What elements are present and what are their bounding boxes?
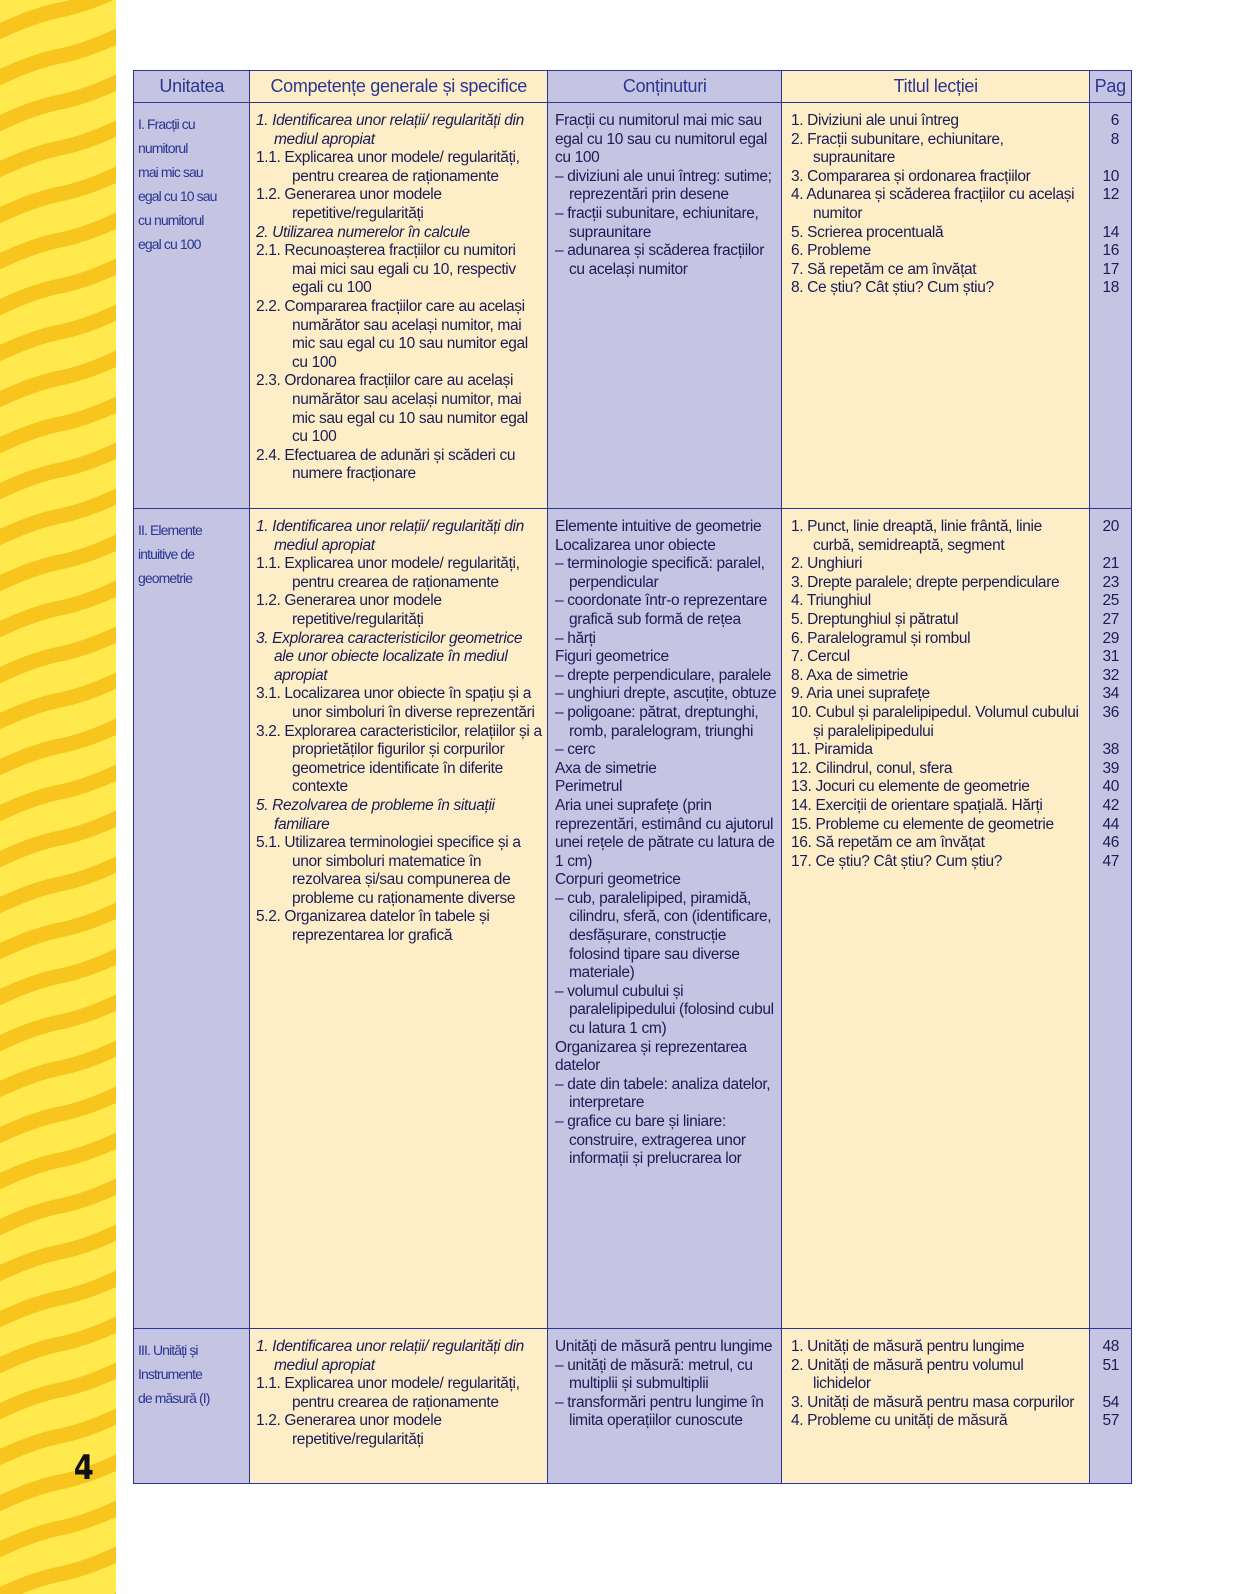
specific-competence: 1.2. Generarea unor modele repetitive/regularități — [256, 1412, 442, 1448]
lesson-item — [791, 1338, 1119, 1357]
content-subitem: – drepte perpendiculare, paralele — [555, 666, 771, 684]
lesson-title: 4. Adunarea și scăderea fracțiilor cu același numitor — [791, 186, 1075, 222]
lesson-page: 40 — [1102, 778, 1119, 796]
contents-list — [555, 112, 777, 279]
general-competence: 3. Explorarea caracteristicilor geometrice ale unor obiecte localizate în mediul apropiat — [256, 629, 523, 684]
specific-competence: 2.4. Efectuarea de adunări și scăderi cu numere fracționare — [256, 446, 516, 483]
lesson-item — [791, 242, 1119, 261]
unit-list — [133, 514, 249, 590]
lesson-item — [791, 759, 1119, 779]
lesson-page: 57 — [1102, 1412, 1119, 1430]
lesson-page: 20 — [1102, 518, 1119, 535]
unit-list — [133, 1334, 249, 1410]
content-subitem: – cub, paralelipiped, piramidă, cilindru, sferă, con (identificare, desfășurare, construcție folosind tipare sau diverse materiale) — [555, 889, 772, 982]
specific-competence: 2.3. Ordonarea fracțiilor care au același numărător sau același numitor, mai mic sau egal cu 10 sau numitor egal cu 100 — [256, 372, 528, 446]
lesson-page: 18 — [1102, 279, 1119, 297]
lesson-title: 2. Unghiuri — [791, 555, 863, 573]
lesson-item — [791, 167, 1119, 187]
specific-competence: 5.1. Utilizarea terminologiei specifice și a unor simboluri matematice în rezolvarea și/sau compunerea de probleme cu raționamente diverse — [256, 834, 521, 907]
unit-name-line: egal cu 100 — [138, 236, 201, 252]
lesson-title-list — [791, 518, 1119, 871]
lesson-item — [791, 279, 1119, 298]
lesson-title: 8. Ce știu? Cât știu? Cum știu? — [791, 279, 994, 297]
lesson-page: 46 — [1102, 834, 1119, 852]
lesson-title: 6. Paralelogramul și rombul — [791, 629, 971, 647]
lesson-item — [791, 1356, 1119, 1394]
general-competence: 2. Utilizarea numerelor în calcule — [256, 223, 470, 241]
lesson-title: 5. Dreptunghiul și pătratul — [791, 610, 959, 628]
lesson-page: 39 — [1102, 759, 1119, 777]
content-subitem: – adunarea și scăderea fracțiilor cu același numitor — [555, 242, 765, 278]
lesson-title: 14. Exerciții de orientare spațială. Hărți — [791, 796, 1043, 814]
unit-name-line: mai mic sau — [138, 164, 203, 180]
lesson-item — [791, 834, 1119, 853]
header-competences: Competențe generale și specifice — [249, 70, 549, 104]
lesson-item — [791, 852, 1119, 872]
lesson-item — [791, 592, 1119, 611]
unit-name-line: egal cu 10 sau — [138, 188, 217, 204]
unit-name-line: intuitive de — [138, 546, 195, 562]
lesson-title-list — [791, 112, 1119, 298]
lesson-page: 25 — [1102, 592, 1119, 610]
decorative-stripe-border — [0, 0, 116, 1594]
content-heading: Perimetrul — [555, 778, 623, 796]
content-heading: Fracții cu numitorul mai mic sau egal cu 10 sau cu numitorul egal cu 100 — [555, 112, 767, 167]
lesson-item — [791, 1412, 1119, 1431]
lesson-item — [791, 703, 1119, 741]
lesson-page: 34 — [1102, 685, 1119, 703]
lesson-item — [791, 741, 1119, 760]
lesson-title: 12. Cilindrul, conul, sfera — [791, 759, 953, 777]
lesson-item — [791, 573, 1119, 593]
lesson-title: 4. Probleme cu unități de măsură — [791, 1412, 1008, 1430]
lesson-page: 8 — [1110, 130, 1119, 148]
content-heading: Corpuri geometrice — [555, 871, 681, 889]
lesson-title: 17. Ce știu? Cât știu? Cum știu? — [791, 852, 1003, 870]
lesson-title: 6. Probleme — [791, 242, 871, 260]
lesson-title: 8. Axa de simetrie — [791, 666, 908, 684]
competences-list — [256, 112, 543, 484]
lesson-title: 3. Drepte paralele; drepte perpendiculare — [791, 573, 1060, 591]
content-subitem: – poligoane: pătrat, dreptunghi, romb, paralelogram, triunghi — [555, 703, 759, 740]
general-competence: 1. Identificarea unor relații/ regularități din mediul apropiat — [256, 112, 524, 148]
lesson-title: 7. Să repetăm ce am învățat — [791, 260, 977, 278]
lesson-title: 10. Cubul și paralelipipedul. Volumul cubului și paralelipipedului — [791, 703, 1079, 740]
header-unit: Unitatea — [133, 70, 251, 104]
specific-competence: 1.2. Generarea unor modele repetitive/regularități — [256, 186, 442, 222]
competences-list — [256, 1338, 543, 1450]
lesson-item — [791, 518, 1119, 555]
specific-competence: 5.2. Organizarea datelor în tabele și reprezentarea lor grafică — [256, 908, 490, 945]
lesson-title: 1. Diviziuni ale unui întreg — [791, 112, 959, 129]
lesson-item — [791, 778, 1119, 797]
content-subitem: – unghiuri drepte, ascuțite, obtuze — [555, 685, 777, 703]
header-lesson-title: Titlul lecției — [781, 70, 1091, 104]
lesson-title: 5. Scrierea procentuală — [791, 223, 944, 241]
lesson-page: 47 — [1102, 852, 1119, 870]
lesson-title: 3. Unități de măsură pentru masa corpurilor — [791, 1393, 1075, 1411]
lesson-title: 1. Unități de măsură pentru lungime — [791, 1338, 1025, 1355]
content-heading: Localizarea unor obiecte — [555, 536, 716, 554]
lesson-page: 44 — [1102, 815, 1119, 833]
lesson-page: 36 — [1102, 703, 1119, 721]
lesson-page: 14 — [1102, 223, 1119, 241]
content-subitem: – coordonate într-o reprezentare grafică sub formă de rețea — [555, 592, 767, 628]
cell-page — [1089, 102, 1132, 510]
lesson-title-list — [791, 1338, 1119, 1431]
unit-name-line: geometrie — [138, 570, 193, 586]
specific-competence: 1.2. Generarea unor modele repetitive/regularități — [256, 592, 442, 628]
lesson-page: 27 — [1102, 610, 1119, 628]
lesson-page: 42 — [1102, 796, 1119, 814]
content-subitem: – terminologie specifică: paralel, perpendicular — [555, 555, 765, 591]
lesson-page: 16 — [1102, 242, 1119, 260]
content-heading: Elemente intuitive de geometrie — [555, 518, 762, 535]
lesson-item — [791, 1393, 1119, 1413]
lesson-title: 4. Triunghiul — [791, 592, 871, 610]
lesson-item — [791, 629, 1119, 649]
lesson-title: 13. Jocuri cu elemente de geometrie — [791, 778, 1030, 796]
lesson-page: 10 — [1102, 167, 1119, 185]
content-subitem: – volumul cubului și paralelipipedului (folosind cubul cu latura 1 cm) — [555, 982, 774, 1038]
lesson-title: 7. Cercul — [791, 648, 850, 666]
lesson-item — [791, 796, 1119, 816]
content-subitem: – transformări pentru lungime în limita operațiilor cunoscute — [555, 1393, 764, 1430]
content-subitem: – cerc — [555, 741, 596, 759]
unit-name-line: III. Unități și — [138, 1342, 198, 1358]
page-number: 4 — [73, 1448, 94, 1488]
lesson-page: 31 — [1102, 648, 1119, 666]
general-competence: 1. Identificarea unor relații/ regularități din mediul apropiat — [256, 1338, 524, 1374]
lesson-item — [791, 112, 1119, 131]
lesson-title: 1. Punct, linie dreaptă, linie frântă, linie curbă, semidreaptă, segment — [791, 518, 1042, 554]
lesson-page: 32 — [1102, 666, 1119, 684]
specific-competence: 1.1. Explicarea unor modele/ regularități, pentru crearea de raționamente — [256, 555, 520, 591]
lesson-page: 17 — [1102, 260, 1119, 278]
specific-competence: 1.1. Explicarea unor modele/ regularități, pentru crearea de raționamente — [256, 1375, 520, 1411]
content-subitem: – date din tabele: analiza datelor, interpretare — [555, 1075, 771, 1112]
lesson-page: 12 — [1102, 186, 1119, 204]
lesson-item — [791, 685, 1119, 704]
lesson-page: 29 — [1102, 629, 1119, 647]
lesson-page: 54 — [1102, 1393, 1119, 1411]
unit-name-line: Instrumente — [138, 1366, 203, 1382]
content-heading: Figuri geometrice — [555, 648, 669, 666]
specific-competence: 2.1. Recunoașterea fracțiilor cu numitori mai mici sau egali cu 10, respectiv egali cu 100 — [256, 242, 516, 297]
unit-name-line: cu numitorul — [138, 212, 204, 228]
specific-competence: 3.1. Localizarea unor obiecte în spațiu și a unor simboluri în diverse reprezentări — [256, 685, 535, 721]
lesson-item — [791, 186, 1119, 223]
content-heading: Axa de simetrie — [555, 759, 657, 777]
lesson-page: 38 — [1102, 741, 1119, 759]
lesson-item — [791, 223, 1119, 243]
content-heading: Organizarea și reprezentarea datelor — [555, 1038, 747, 1075]
lesson-title: 16. Să repetăm ce am învățat — [791, 834, 985, 852]
header-page: Pag — [1089, 70, 1132, 104]
lesson-item — [791, 666, 1119, 686]
lesson-title: 9. Aria unei suprafețe — [791, 685, 930, 703]
content-heading: Unități de măsură pentru lungime — [555, 1338, 773, 1355]
content-subitem: – unități de măsură: metrul, cu multiplii și submultiplii — [555, 1356, 753, 1393]
lesson-item — [791, 260, 1119, 280]
content-heading: Aria unei suprafețe (prin reprezentări, estimând cu ajutorul unei rețele de pătrate cu latura de 1 cm) — [555, 796, 775, 870]
lesson-title: 2. Fracții subunitare, echiunitare, supraunitare — [791, 130, 1004, 167]
specific-competence: 3.2. Explorarea caracteristicilor, relațiilor și a proprietăților figurilor și corpurilor geometrice identificate în diferite contexte — [256, 722, 542, 796]
general-competence: 5. Rezolvarea de probleme în situații familiare — [256, 796, 495, 833]
unit-name-line: I. Fracții cu — [138, 116, 195, 132]
content-subitem: – hărți — [555, 629, 596, 647]
content-subitem: – fracții subunitare, echiunitare, supraunitare — [555, 204, 759, 241]
lesson-page: 6 — [1110, 112, 1119, 129]
general-competence: 1. Identificarea unor relații/ regularități din mediul apropiat — [256, 518, 524, 554]
specific-competence: 2.2. Compararea fracțiilor care au același numărător sau același numitor, mai mic sau egal cu 10 sau numitor egal cu 100 — [256, 297, 528, 371]
cell-unit — [133, 508, 251, 1330]
lesson-page: 51 — [1102, 1356, 1119, 1374]
lesson-item — [791, 130, 1119, 168]
contents-list — [555, 1338, 777, 1431]
unit-name-line: II. Elemente — [138, 522, 202, 538]
lesson-page: 48 — [1102, 1338, 1119, 1355]
content-subitem: – grafice cu bare și liniare: construire, extragerea unor informații și prelucrarea lor — [555, 1113, 746, 1168]
specific-competence: 1.1. Explicarea unor modele/ regularități, pentru crearea de raționamente — [256, 149, 520, 185]
competences-list — [256, 518, 543, 946]
lesson-item — [791, 648, 1119, 667]
lesson-item — [791, 815, 1119, 835]
lesson-page: 23 — [1102, 573, 1119, 591]
unit-name-line: de măsură (I) — [138, 1390, 210, 1406]
lesson-item — [791, 610, 1119, 630]
lesson-title: 3. Compararea și ordonarea fracțiilor — [791, 167, 1031, 185]
content-subitem: – diviziuni ale unui întreg: sutime; reprezentări prin desene — [555, 167, 772, 204]
lesson-title: 11. Piramida — [791, 741, 873, 759]
lesson-title: 2. Unități de măsură pentru volumul lichidelor — [791, 1356, 1024, 1393]
unit-list — [133, 108, 249, 256]
lesson-page: 21 — [1102, 555, 1119, 573]
lesson-title: 15. Probleme cu elemente de geometrie — [791, 815, 1054, 833]
contents-list — [555, 518, 777, 1169]
unit-name-line: numitorul — [138, 140, 188, 156]
lesson-item — [791, 555, 1119, 574]
curriculum-table — [133, 70, 1130, 1482]
header-contents: Conținuturi — [547, 70, 783, 104]
